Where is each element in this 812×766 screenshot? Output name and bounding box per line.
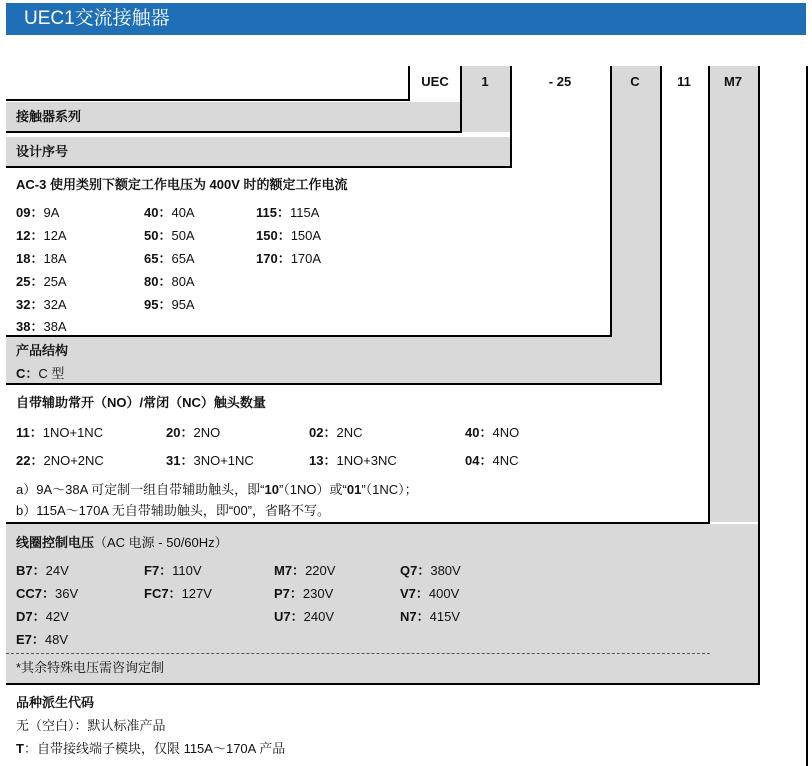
vline-coil [758,66,760,685]
structure-code: C： [16,366,39,381]
coil-code: U7： [274,609,304,624]
coil-dashed-divider [6,653,710,654]
current-code: 50： [144,228,172,243]
current-value: 115A [289,205,320,220]
coil-code: FC7： [144,586,182,601]
line-series [6,131,462,133]
code-part-series: 1 [481,74,489,89]
current-code: 40： [144,205,172,220]
current-value: 50A [171,228,195,243]
coil-code: M7： [274,563,306,578]
variant-desc: ：自带接线端子模块，仅限 115A～170A 产品 [23,741,286,756]
aux-code: 22： [16,453,44,468]
vline-current [610,66,612,337]
aux-item [465,425,519,441]
aux-value: 4NC [492,453,519,468]
coil-item [16,563,69,579]
current-code: 25： [16,274,44,289]
current-value: 150A [290,228,322,243]
aux-item [16,453,104,469]
coil-note: *其余特殊电压需咨询定制 [16,660,165,675]
current-code: 170： [256,251,291,266]
coil-heading-rest: （AC 电源 - 50/60Hz） [94,535,228,550]
current-item [144,205,195,221]
aux-note-b: b）115A～170A 无自带辅助触头，即“00”，省略不写。 [16,503,330,518]
coil-code: P7： [274,586,303,601]
current-value: 80A [171,274,195,289]
coil-value: 110V [172,563,202,578]
coil-item [16,609,69,625]
code-cell-m7-bg [708,66,758,522]
current-item [256,205,319,221]
coil-item [16,632,68,648]
coil-item [274,563,335,579]
current-item [16,297,67,313]
coil-item [144,563,202,579]
current-code: 09： [16,205,44,220]
coil-value: 240V [303,609,334,624]
aux-code: 11： [16,425,43,440]
current-item [144,274,195,290]
current-item [16,251,67,267]
code-part-current: - 25 [548,74,572,89]
structure-heading: 产品结构 [16,343,69,358]
coil-code: V7： [400,586,429,601]
code-part-coil: M7 [723,74,743,89]
aux-code: 04： [465,453,493,468]
structure-value: C 型 [38,366,65,381]
current-code: 150： [256,228,291,243]
coil-code: N7： [400,609,430,624]
coil-code: F7： [144,563,173,578]
aux-value: 1NO+3NC [336,453,397,468]
current-item [16,205,59,221]
coil-code: D7： [16,609,46,624]
aux-value: 2NC [336,425,363,440]
aux-code: 20： [166,425,194,440]
current-item [144,297,195,313]
aux-note-a-text: a）9A～38A 可定制一组自带辅助触头，即“ [16,482,265,497]
aux-note-a-text: ”（1NC）； [361,482,418,497]
current-item [256,251,321,267]
aux-value: 1NO+1NC [42,425,104,440]
line-structure [6,383,662,385]
aux-value: 3NO+1NC [193,453,254,468]
current-value: 38A [43,319,67,334]
vline-design [510,66,512,168]
vline-structure [660,66,662,385]
coil-item [274,609,334,625]
coil-value: 220V [305,563,336,578]
aux-code: 31： [166,453,194,468]
coil-value: 127V [181,586,212,601]
coil-value: 24V [45,563,69,578]
aux-item [166,453,254,469]
aux-value: 2NO+2NC [43,453,104,468]
line-current [6,335,612,337]
variant-line-2 [16,741,285,757]
aux-item [166,425,220,441]
aux-item [16,425,103,441]
current-value: 170A [290,251,322,266]
coil-item [400,586,459,602]
coil-code: Q7： [400,563,431,578]
current-code: 95： [144,297,172,312]
aux-code: 13： [309,453,337,468]
aux-value: 2NO [193,425,221,440]
structure-section-bg [6,337,660,384]
current-item [256,228,321,244]
current-value: 9A [43,205,60,220]
series-label: 接触器系列 [16,109,82,124]
vline-aux [708,66,710,524]
coil-value: 42V [45,609,69,624]
variant-heading: 品种派生代码 [16,695,95,710]
current-code: 80： [144,274,172,289]
coil-item [274,586,333,602]
line-aux [6,522,710,524]
current-value: 32A [43,297,67,312]
current-code: 32： [16,297,44,312]
current-code: 115： [256,205,290,220]
line-design [6,166,512,168]
coil-code: CC7： [16,586,56,601]
aux-note-a-code-01: 01 [346,482,362,497]
aux-code: 40： [465,425,493,440]
line-uec [6,99,410,101]
aux-note-a-code-10: 10 [264,482,279,497]
aux-item [465,453,518,469]
design-row-bg [6,137,510,167]
coil-item [144,586,212,602]
vline-variant [806,66,808,766]
current-heading: AC-3 使用类别下额定工作电压为 400V 时的额定工作电流 [16,177,348,192]
current-code: 38： [16,319,44,334]
page-title: UEC1交流接触器 [6,3,806,35]
current-value: 95A [171,297,195,312]
line-coil [6,683,760,685]
current-item [16,319,67,335]
aux-item [309,425,362,441]
variant-line-1: 无（空白）：默认标准产品 [16,718,166,733]
current-code: 12： [16,228,44,243]
code-part-structure: C [630,74,640,89]
current-value: 40A [171,205,195,220]
aux-note-a-text: ”（1NO）或“ [278,482,347,497]
current-value: 12A [43,228,67,243]
current-item [16,274,67,290]
current-code: 65： [144,251,172,266]
current-item [16,228,67,244]
aux-code: 02： [309,425,337,440]
coil-item [16,586,78,602]
coil-value: 36V [55,586,79,601]
coil-value: 400V [428,586,460,601]
current-code: 18： [16,251,44,266]
code-prefix: UEC [421,74,449,89]
coil-value: 380V [430,563,461,578]
variant-code: T [16,741,24,756]
current-value: 65A [171,251,195,266]
coil-value: 415V [429,609,460,624]
current-item [144,251,195,267]
aux-heading: 自带辅助常开（NO）/常闭（NC）触头数量 [16,395,266,410]
coil-heading [16,535,228,551]
current-item [144,228,195,244]
design-label: 设计序号 [16,144,69,159]
aux-item [309,453,397,469]
coil-heading-bold: 线圈控制电压 [16,535,95,550]
current-value: 25A [43,274,67,289]
current-value: 18A [43,251,67,266]
coil-item [400,609,460,625]
coil-code: E7： [16,632,45,647]
coil-item [400,563,461,579]
coil-value: 48V [44,632,69,647]
coil-code: B7： [16,563,46,578]
coil-value: 230V [302,586,334,601]
aux-value: 4NO [492,425,520,440]
aux-note-a [16,482,418,498]
code-part-aux: 11 [677,74,691,89]
vline-series [460,66,462,133]
structure-item [16,366,64,382]
